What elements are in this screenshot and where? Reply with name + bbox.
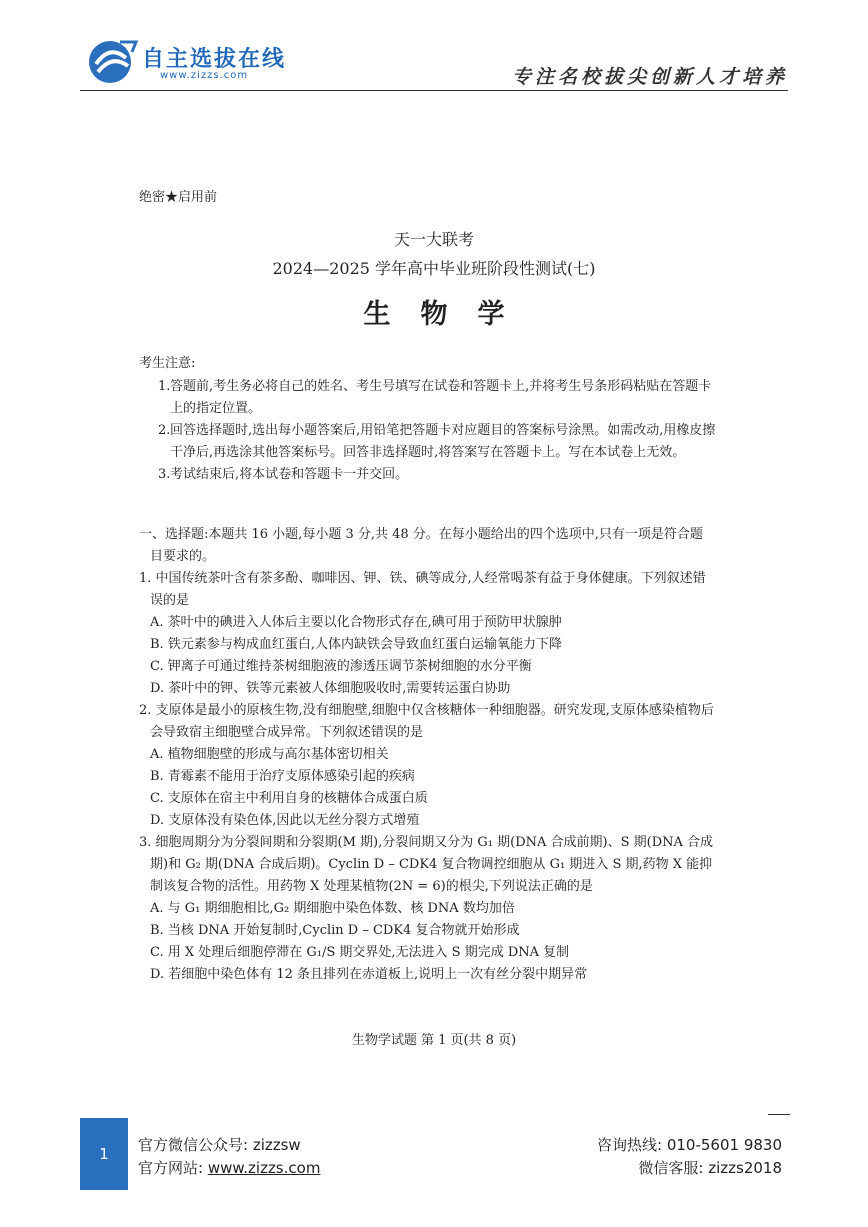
choice-section [139,524,714,986]
notice-number: 3. [158,467,171,482]
header-divider [80,90,788,91]
notice-item [158,420,718,464]
logo-name: 自主选拔在线 [142,47,287,72]
notice-item [158,376,718,420]
footer-divider [768,1114,790,1115]
logo-icon [86,38,138,86]
exam-page-footer: 生物学试题 第 1 页(共 8 页) [351,1033,517,1048]
question-option: A. 植物细胞壁的形成与高尔基体密切相关 [150,747,389,762]
page-number: 1 [99,1145,109,1163]
question-stem: 1. 中国传统茶叶含有茶多酚、咖啡因、钾、铁、碘等成分,人经常喝茶有益于身体健康。下列叙述错误的是 [139,571,706,608]
question-option: D. 茶叶中的钾、铁等元素被人体细胞吸收时,需要转运蛋白协助 [150,681,511,696]
hotline: 咨询热线: 010-5601 9830 [597,1136,782,1154]
notice-text: 答题前,考生务必将自己的姓名、考生号填写在试卷和答题卡上,并将考生号条形码粘贴在答题卡上的指定位置。 [170,379,712,416]
question-option: C. 钾离子可通过维持茶树细胞液的渗透压调节茶树细胞的水分平衡 [150,659,532,674]
wechat-account: 官方微信公众号: zizzsw [138,1136,301,1154]
notice-text: 考试结束后,将本试卷和答题卡一并交回。 [170,467,409,482]
question-option: A. 茶叶中的碘进入人体后主要以化合物形式存在,碘可用于预防甲状腺肿 [150,615,562,630]
page-header [0,0,868,100]
secret-label: 绝密★启用前 [139,190,218,205]
section-heading: 一、选择题:本题共 16 小题,每小题 3 分,共 48 分。在每小题给出的四个选项中,只有一项是符合题目要求的。 [139,527,703,564]
official-site [138,1157,320,1178]
exam-title: 2024—2025 学年高中毕业班阶段性测试(七) [272,259,596,278]
question-option: C. 用 X 处理后细胞停滞在 G₁/S 期交界处,无法进入 S 期完成 DNA 复制 [150,945,570,960]
notice-list [158,376,718,486]
page-number-badge [80,1118,128,1190]
question-option: B. 铁元素参与构成血红蛋白,人体内缺铁会导致血红蛋白运输氧能力下降 [150,637,562,652]
question-stem: 2. 支原体是最小的原核生物,没有细胞壁,细胞中仅含核糖体一种细胞器。研究发现,支原体感染植物后会导致宿主细胞壁合成异常。下列叙述错误的是 [139,703,714,740]
question [139,568,714,700]
wechat-service: 微信客服: zizzs2018 [638,1159,782,1177]
subject-title: 生物学 [363,299,535,330]
question-stem: 3. 细胞周期分为分裂间期和分裂期(M 期),分裂间期又分为 G₁ 期(DNA 合成前期)、S 期(DNA 合成期)和 G₂ 期(DNA 合成后期)。Cyclin D – CDK4 复合物调控细胞从 G₁ 期进入 S 期,药物 X 能抑制该复合物的活性。用药物 X 处理某植物(2N = 6)的根尖,下列说法正确的是 [139,835,714,894]
question-option: B. 青霉素不能用于治疗支原体感染引起的疾病 [150,769,415,784]
header-slogan: 专注名校拔尖创新人才培养 [511,66,788,88]
exam-union: 天一大联考 [393,230,474,249]
question-option: D. 支原体没有染色体,因此以无丝分裂方式增殖 [150,813,420,828]
site-link[interactable]: www.zizzs.com [207,1159,321,1177]
notice-title: 考生注意: [139,356,196,371]
notice-text: 回答选择题时,选出每小题答案后,用铅笔把答题卡对应题目的答案标号涂黑。如需改动,用橡皮擦干净后,再选涂其他答案标号。回答非选择题时,将答案写在答题卡上。写在本试卷上无效。 [170,423,716,460]
site-label: 官方网站: [138,1159,208,1177]
question-option: A. 与 G₁ 期细胞相比,G₂ 期细胞中染色体数、核 DNA 数均加倍 [150,901,515,916]
notice-number: 2. [158,423,171,438]
question-option: D. 若细胞中染色体有 12 条且排列在赤道板上,说明上一次有丝分裂中期异常 [150,967,588,982]
question-option: C. 支原体在宿主中利用自身的核糖体合成蛋白质 [150,791,428,806]
logo-url: www.zizzs.com [160,70,249,81]
question-option: B. 当核 DNA 开始复制时,Cyclin D – CDK4 复合物就开始形成 [150,923,520,938]
notice-item [158,464,718,486]
question [139,700,714,832]
question [139,832,714,986]
notice-number: 1. [158,379,171,394]
